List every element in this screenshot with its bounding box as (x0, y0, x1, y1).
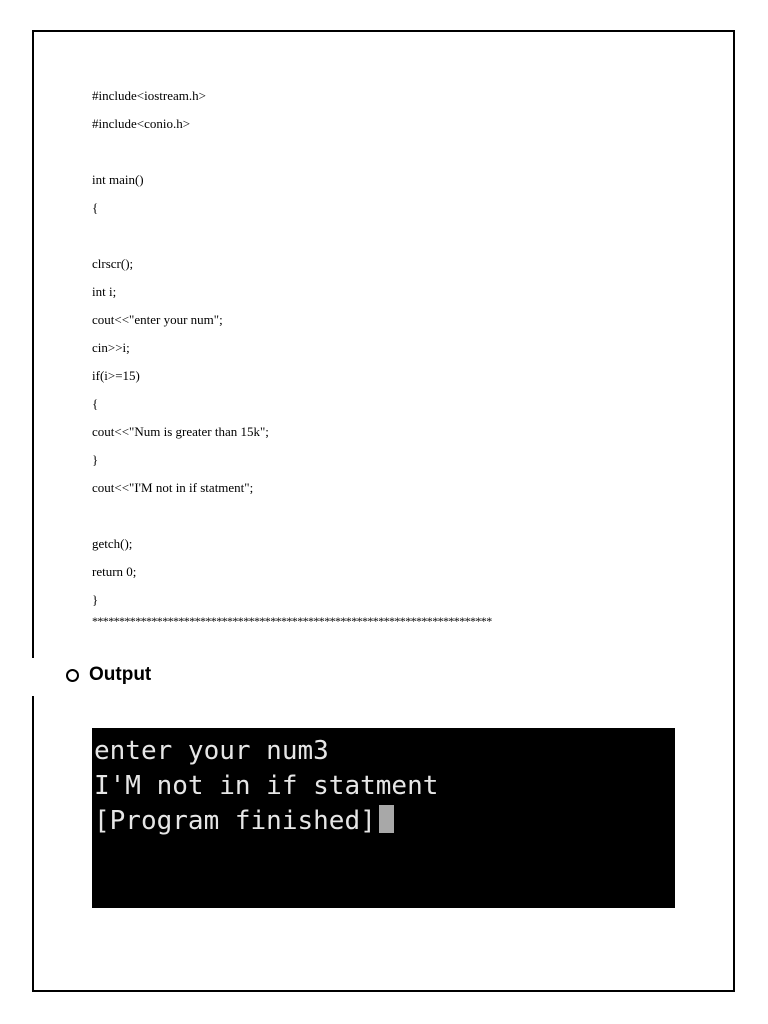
output-heading (66, 664, 151, 686)
terminal-line (94, 804, 675, 839)
code-line: int i; (92, 284, 117, 299)
output-heading-label: Output (89, 664, 152, 685)
cursor-block-icon (379, 805, 394, 833)
terminal-line-text: [Program finished] (94, 806, 376, 836)
code-line (92, 506, 269, 534)
code-line: if(i>=15) (92, 368, 140, 383)
code-line: return 0; (92, 564, 137, 579)
code-line (92, 142, 269, 170)
code-line: cout<<"enter your num"; (92, 312, 223, 327)
code-line: } (92, 452, 99, 467)
code-line: int main() (92, 172, 144, 187)
code-line (92, 226, 269, 254)
code-line: clrscr(); (92, 256, 134, 271)
terminal-line: I'M not in if statment (94, 771, 439, 801)
code-listing (92, 86, 269, 618)
asterisk-separator: ************************************************************************** (92, 614, 492, 628)
code-line: #include<conio.h> (92, 116, 191, 131)
code-line: { (92, 396, 99, 411)
code-line: cout<<"I'M not in if statment"; (92, 480, 254, 495)
code-line: } (92, 592, 99, 607)
frame-gap (30, 658, 36, 696)
code-line: { (92, 200, 99, 215)
code-line: #include<iostream.h> (92, 88, 206, 103)
terminal-line: enter your num3 (94, 736, 329, 766)
hollow-circle-bullet-icon (66, 669, 79, 682)
code-line: cin>>i; (92, 340, 130, 355)
code-line: cout<<"Num is greater than 15k"; (92, 424, 269, 439)
terminal-output (92, 728, 675, 908)
code-line: getch(); (92, 536, 133, 551)
